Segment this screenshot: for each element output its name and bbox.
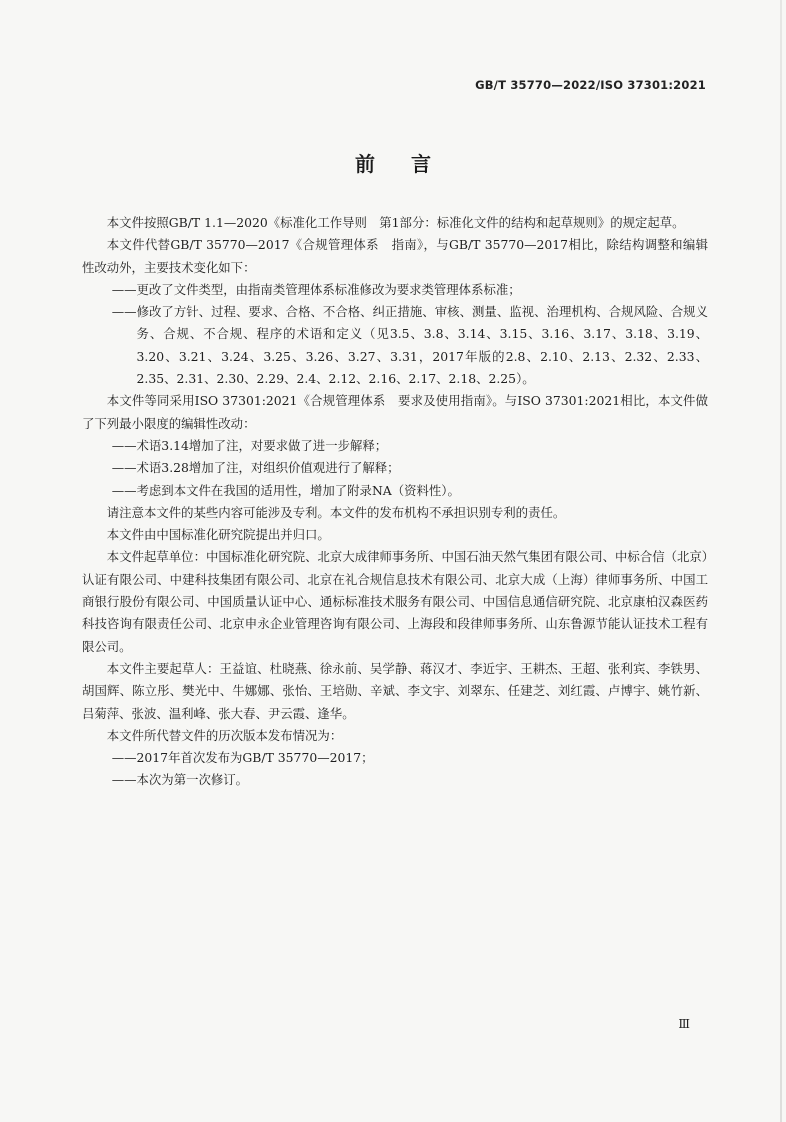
page-number: Ⅲ bbox=[678, 1017, 690, 1031]
change-item: ——修改了方针、过程、要求、合格、不合格、纠正措施、审核、测量、监视、治理机构、合规风险、合规义务、合规、不合规、程序的术语和定义（见3.5、3.8、3.14、3.15、3.16、3.17、3.18、3.19、3.20、3.21、3.24、3.25、3.26、3.27、3.31，2017年版的2.8、2.10、2.13、2.32、2.33、2.35、2.31、2.30、2.29、2.4、2.12、2.16、2.17、2.18、2.25）。 bbox=[111, 304, 708, 387]
paragraph-drafting-units: 本文件起草单位：中国标准化研究院、北京大成律师事务所、中国石油天然气集团有限公司、中标合信（北京）认证有限公司、中建科技集团有限公司、北京在礼合规信息技术有限公司、北京大成（上海）律师事务所、中国工商银行股份有限公司、中国质量认证中心、通标标准技术服务有限公司、中国信息通信研究院、北京康柏汉森医药科技咨询有限责任公司、北京申永企业管理咨询有限公司、上海段和段律师事务所、山东鲁源节能认证技术工程有限公司。 bbox=[82, 549, 708, 654]
paragraph-drafting-rules: 本文件按照GB/T 1.1—2020《标准化工作导则 第1部分：标准化文件的结构和起草规则》的规定起草。 bbox=[106, 215, 685, 230]
editorial-change-item: ——术语3.14增加了注，对要求做了进一步解释； bbox=[111, 437, 388, 453]
paragraph-drafters: 本文件主要起草人：王益谊、杜晓燕、徐永前、吴学静、蒋汉才、李近宇、王耕杰、王超、张利宾、李铁男、胡国辉、陈立彤、樊光中、牛娜娜、张怡、王培勋、辛斌、李文宇、刘翠东、任建芝、刘红霞、卢博宇、姚竹新、吕菊萍、张波、温利峰、张大春、尹云霞、逢华。 bbox=[82, 660, 708, 721]
page-title: 前言 bbox=[355, 152, 467, 176]
paragraph-replacement: 本文件代替GB/T 35770—2017《合规管理体系 指南》，与GB/T 35770—2017相比，除结构调整和编辑性改动外，主要技术变化如下： bbox=[82, 237, 708, 275]
paragraph-proposer: 本文件由中国标准化研究院提出并归口。 bbox=[106, 527, 330, 543]
preface-body bbox=[82, 212, 708, 792]
version-history-item: ——2017年首次发布为GB/T 35770—2017； bbox=[111, 750, 374, 766]
paragraph-adoption: 本文件等同采用ISO 37301:2021《合规管理体系 要求及使用指南》。与ISO 37301:2021相比，本文件做了下列最小限度的编辑性改动： bbox=[82, 393, 708, 431]
version-history-item: ——本次为第一次修订。 bbox=[111, 772, 249, 788]
standard-code-header: GB/T 35770—2022/ISO 37301:2021 bbox=[475, 78, 706, 92]
scan-edge-divider bbox=[780, 0, 782, 1122]
paragraph-patent-notice: 请注意本文件的某些内容可能涉及专利。本文件的发布机构不承担识别专利的责任。 bbox=[106, 504, 566, 520]
change-item: ——更改了文件类型，由指南类管理体系标准修改为要求类管理体系标准； bbox=[111, 281, 521, 297]
editorial-change-item: ——术语3.28增加了注，对组织价值观进行了解释； bbox=[111, 460, 400, 476]
paragraph-version-history: 本文件所代替文件的历次版本发布情况为： bbox=[106, 727, 343, 743]
editorial-change-item: ——考虑到本文件在我国的适用性，增加了附录NA（资料性）。 bbox=[111, 482, 460, 498]
